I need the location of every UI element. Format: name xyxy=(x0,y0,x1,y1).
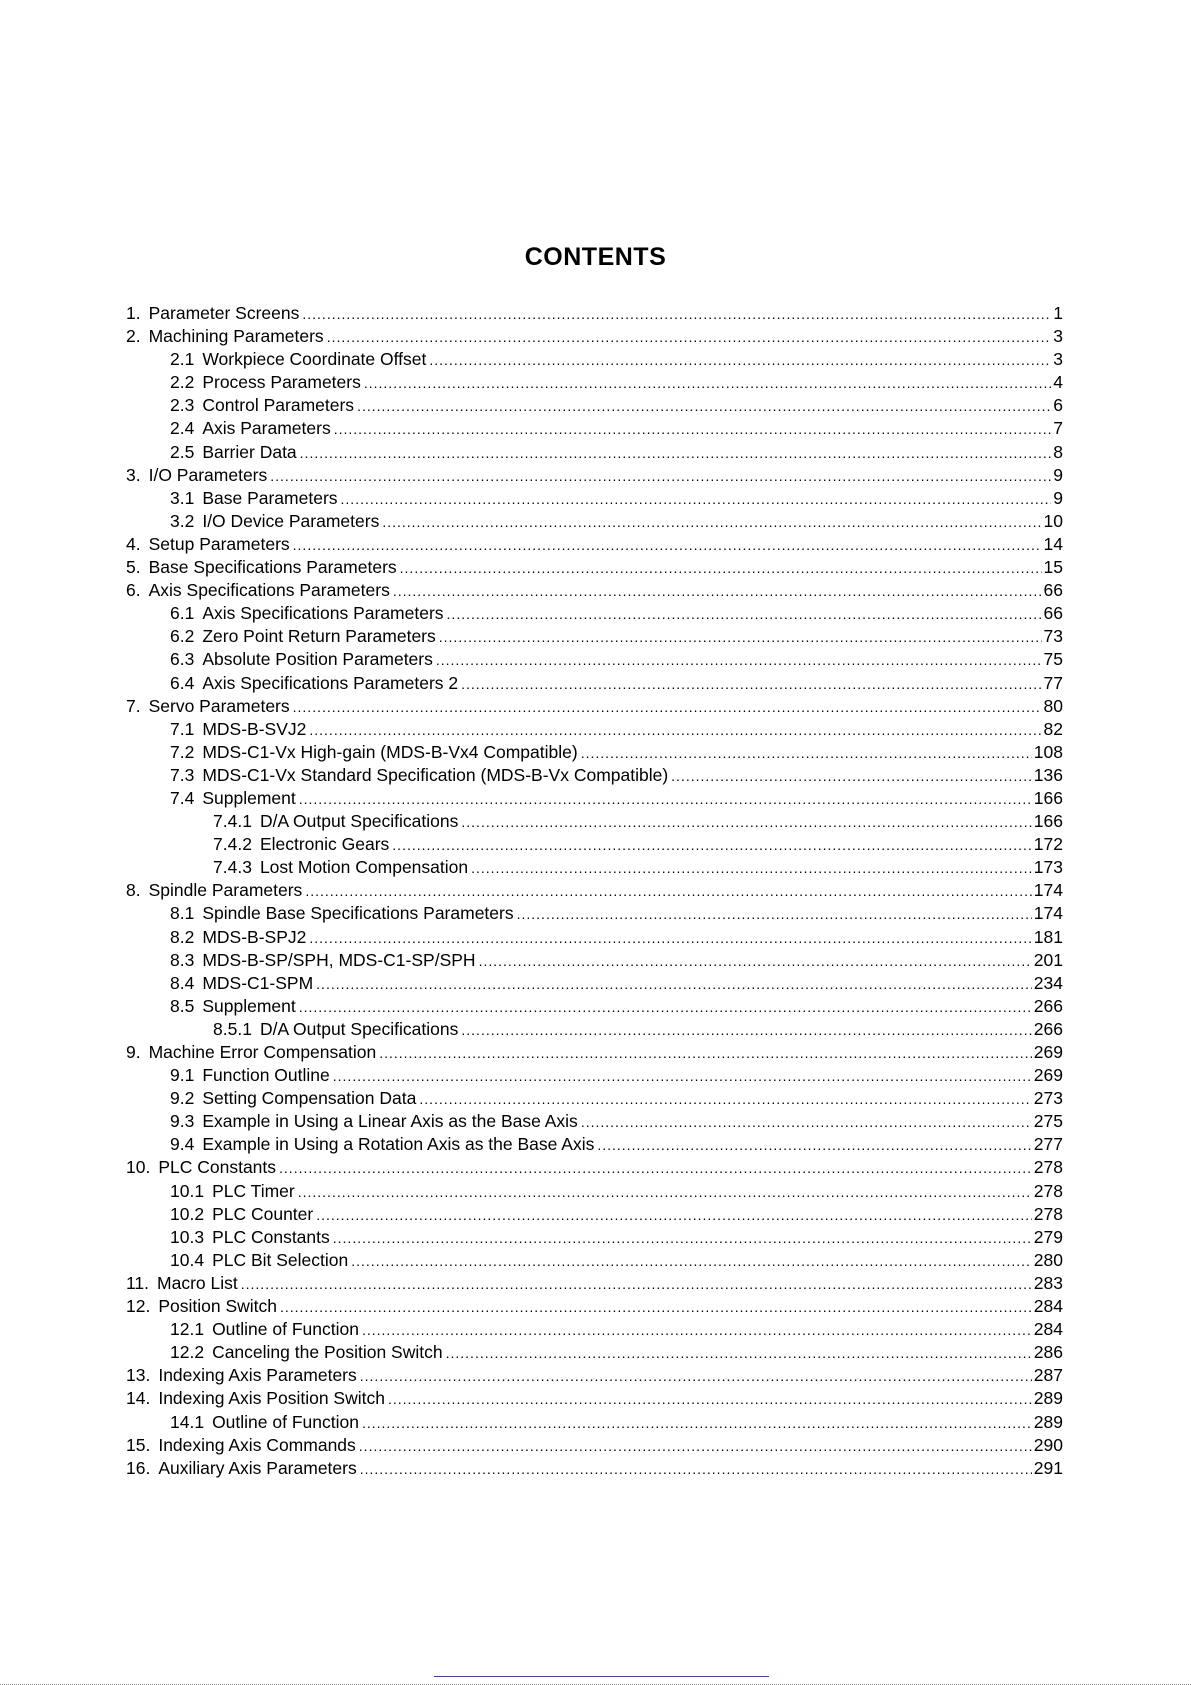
toc-entry-number: 3.2 xyxy=(170,510,195,531)
toc-entry-page-number: 108 xyxy=(1033,741,1063,762)
toc-entry[interactable] xyxy=(126,1411,1063,1434)
toc-entry-title: MDS-B-SVJ2 xyxy=(202,718,307,739)
toc-entry-title: Spindle Base Specifications Parameters xyxy=(202,903,514,924)
toc-dot-leader xyxy=(439,626,1042,649)
toc-entry-number: 8.3 xyxy=(170,949,195,970)
toc-dot-leader xyxy=(298,1181,1032,1204)
toc-entry-title: Canceling the Position Switch xyxy=(212,1342,443,1363)
toc-entry-number: 9.3 xyxy=(170,1111,195,1132)
toc-entry-page-number: 4 xyxy=(1053,372,1063,393)
toc-entry-number: 9. xyxy=(126,1042,141,1062)
toc-dot-leader xyxy=(362,1412,1032,1435)
toc-entry[interactable] xyxy=(126,602,1063,625)
toc-entry-number: 12.1 xyxy=(170,1319,205,1340)
toc-dot-leader xyxy=(400,557,1042,580)
toc-entry-title: Auxiliary Axis Parameters xyxy=(158,1457,357,1478)
toc-entry-title: Axis Specifications Parameters 2 xyxy=(202,672,459,693)
toc-entry-number: 9.4 xyxy=(170,1134,195,1155)
toc-entry-number: 6.1 xyxy=(170,603,195,624)
toc-dot-leader xyxy=(299,788,1032,811)
toc-dot-leader xyxy=(302,303,1051,326)
toc-dot-leader xyxy=(392,834,1032,857)
toc-dot-leader xyxy=(429,349,1051,372)
toc-entry[interactable] xyxy=(126,441,1063,464)
toc-dot-leader xyxy=(316,973,1032,996)
toc-dot-leader xyxy=(241,1273,1032,1296)
toc-entry-page-number: 1 xyxy=(1053,303,1063,323)
toc-entry-number: 14.1 xyxy=(170,1411,205,1432)
toc-entry-page-number: 9 xyxy=(1053,487,1063,508)
toc-entry-title: Control Parameters xyxy=(202,395,355,416)
toc-entry-page-number: 181 xyxy=(1033,926,1063,947)
toc-entry-page-number: 173 xyxy=(1033,857,1063,878)
toc-entry-title: PLC Timer xyxy=(212,1180,295,1201)
toc-entry-title: MDS-B-SPJ2 xyxy=(202,926,307,947)
page-title: CONTENTS xyxy=(524,243,667,271)
toc-entry[interactable] xyxy=(126,695,1063,718)
toc-dot-leader xyxy=(300,442,1052,465)
toc-entry-number: 6.2 xyxy=(170,626,195,647)
toc-entry-number: 7.4.2 xyxy=(213,834,252,855)
toc-entry-page-number: 66 xyxy=(1043,580,1063,601)
toc-entry-page-number: 266 xyxy=(1033,1018,1063,1039)
toc-entry-title: Indexing Axis Position Switch xyxy=(158,1388,385,1409)
toc-entry-title: PLC Constants xyxy=(212,1226,330,1247)
toc-entry-title: Barrier Data xyxy=(202,441,297,462)
toc-entry-number: 12. xyxy=(126,1296,151,1317)
toc-entry[interactable] xyxy=(126,787,1063,810)
toc-entry-title: Setting Compensation Data xyxy=(202,1088,417,1109)
toc-entry-page-number: 291 xyxy=(1033,1457,1063,1478)
toc-entry-page-number: 77 xyxy=(1043,672,1063,693)
toc-entry[interactable] xyxy=(126,1226,1063,1249)
toc-entry-page-number: 280 xyxy=(1033,1249,1063,1270)
toc-dot-leader xyxy=(357,395,1051,418)
toc-entry-title: Process Parameters xyxy=(202,372,361,393)
toc-entry[interactable] xyxy=(126,371,1063,394)
toc-entry[interactable] xyxy=(126,1041,1063,1064)
toc-entry-number: 5. xyxy=(126,557,141,578)
toc-entry-title: MDS-C1-SPM xyxy=(202,972,314,993)
toc-entry-title: Axis Parameters xyxy=(202,418,331,439)
toc-entry-number: 15. xyxy=(126,1434,151,1455)
toc-entry-number: 7.4 xyxy=(170,787,195,808)
toc-entry[interactable] xyxy=(126,417,1063,440)
toc-entry-page-number: 14 xyxy=(1043,533,1063,554)
toc-dot-leader xyxy=(280,1296,1032,1319)
toc-entry-title: Machine Error Compensation xyxy=(148,1042,377,1062)
toc-entry[interactable] xyxy=(126,1387,1063,1410)
toc-dot-leader xyxy=(446,1342,1032,1365)
toc-entry-number: 9.1 xyxy=(170,1065,195,1086)
toc-entry[interactable] xyxy=(126,556,1063,579)
toc-dot-leader xyxy=(581,1111,1032,1134)
toc-entry[interactable] xyxy=(126,1318,1063,1341)
toc-entry-number: 7.3 xyxy=(170,764,195,785)
toc-entry-page-number: 278 xyxy=(1033,1180,1063,1201)
toc-dot-leader xyxy=(393,580,1042,603)
toc-entry[interactable] xyxy=(126,1457,1063,1480)
toc-dot-leader xyxy=(333,1227,1032,1250)
toc-entry[interactable] xyxy=(126,579,1063,602)
toc-entry[interactable] xyxy=(126,949,1063,972)
toc-entry[interactable] xyxy=(126,325,1063,348)
toc-entry-page-number: 278 xyxy=(1033,1203,1063,1224)
toc-entry-number: 7.4.1 xyxy=(213,811,252,832)
toc-entry-page-number: 284 xyxy=(1033,1319,1063,1340)
toc-entry[interactable] xyxy=(126,1434,1063,1457)
toc-dot-leader xyxy=(305,880,1031,903)
toc-entry[interactable] xyxy=(126,1272,1063,1295)
toc-entry-number: 4. xyxy=(126,533,141,554)
toc-entry[interactable] xyxy=(126,1249,1063,1272)
toc-entry-page-number: 73 xyxy=(1043,626,1063,647)
toc-dot-leader xyxy=(316,1204,1032,1227)
toc-dot-leader xyxy=(360,1458,1032,1481)
toc-dot-leader xyxy=(671,765,1032,788)
toc-entry-number: 10.2 xyxy=(170,1203,205,1224)
toc-dot-leader xyxy=(461,1019,1031,1042)
toc-entry-title: Macro List xyxy=(157,1272,238,1293)
toc-entry-number: 2.4 xyxy=(170,418,195,439)
toc-entry-page-number: 82 xyxy=(1043,718,1063,739)
toc-entry-page-number: 174 xyxy=(1033,903,1063,924)
toc-entry-number: 8.1 xyxy=(170,903,195,924)
toc-entry[interactable] xyxy=(126,926,1063,949)
toc-entry-page-number: 201 xyxy=(1033,949,1063,970)
toc-dot-leader xyxy=(359,1435,1032,1458)
toc-entry-number: 3.1 xyxy=(170,487,195,508)
toc-entry[interactable] xyxy=(126,995,1063,1018)
toc-entry[interactable] xyxy=(126,879,1063,902)
toc-entry-title: Axis Specifications Parameters xyxy=(148,580,390,601)
toc-dot-leader xyxy=(471,857,1032,880)
toc-entry[interactable] xyxy=(126,718,1063,741)
toc-entry-page-number: 290 xyxy=(1033,1434,1063,1455)
toc-entry[interactable] xyxy=(126,856,1063,879)
toc-dot-leader xyxy=(362,1319,1032,1342)
toc-entry-page-number: 269 xyxy=(1033,1065,1063,1086)
toc-entry[interactable] xyxy=(126,348,1063,371)
toc-entry-page-number: 289 xyxy=(1033,1388,1063,1409)
toc-entry-title: D/A Output Specifications xyxy=(259,1018,459,1039)
toc-dot-leader xyxy=(479,950,1032,973)
toc-dot-leader xyxy=(436,649,1042,672)
toc-entry-number: 2.3 xyxy=(170,395,195,416)
toc-entry-page-number: 3 xyxy=(1053,349,1063,370)
toc-entry-title: Lost Motion Compensation xyxy=(259,857,469,878)
toc-entry-title: Example in Using a Rotation Axis as the Base Axis xyxy=(202,1134,595,1155)
toc-entry-page-number: 277 xyxy=(1033,1134,1063,1155)
toc-entry-number: 8.5 xyxy=(170,995,195,1016)
toc-entry-title: Base Specifications Parameters xyxy=(148,557,397,578)
toc-entry-page-number: 283 xyxy=(1033,1272,1063,1293)
toc-entry[interactable] xyxy=(126,510,1063,533)
toc-entry-number: 8.5.1 xyxy=(213,1018,252,1039)
toc-entry-page-number: 9 xyxy=(1053,464,1063,485)
toc-entry-page-number: 172 xyxy=(1033,834,1063,855)
toc-entry-title: Function Outline xyxy=(202,1065,330,1086)
toc-entry-page-number: 136 xyxy=(1033,764,1063,785)
toc-dot-leader xyxy=(461,673,1041,696)
toc-entry-number: 7. xyxy=(126,695,141,716)
toc-entry-number: 6. xyxy=(126,580,141,601)
toc-entry-number: 6.3 xyxy=(170,649,195,670)
toc-entry-page-number: 269 xyxy=(1033,1042,1063,1062)
toc-entry-page-number: 8 xyxy=(1053,441,1063,462)
toc-entry-number: 2. xyxy=(126,326,141,347)
toc-entry-page-number: 278 xyxy=(1033,1157,1063,1178)
toc-entry[interactable] xyxy=(126,1087,1063,1110)
toc-entry-title: Spindle Parameters xyxy=(148,880,303,901)
toc-entry-page-number: 279 xyxy=(1033,1226,1063,1247)
toc-entry-title: PLC Constants xyxy=(158,1157,277,1178)
toc-entry[interactable] xyxy=(126,1295,1063,1318)
toc-entry-title: Zero Point Return Parameters xyxy=(202,626,436,647)
toc-entry-page-number: 234 xyxy=(1033,972,1063,993)
toc-entry-number: 1. xyxy=(126,303,141,323)
toc-entry-number: 10.1 xyxy=(170,1180,205,1201)
toc-dot-leader xyxy=(581,742,1032,765)
toc-entry-title: PLC Counter xyxy=(212,1203,314,1224)
toc-entry-number: 10.3 xyxy=(170,1226,205,1247)
toc-entry-title: Outline of Function xyxy=(212,1411,359,1432)
toc-dot-leader xyxy=(447,603,1042,626)
toc-entry-title: Position Switch xyxy=(158,1296,277,1317)
toc-entry[interactable] xyxy=(126,1180,1063,1203)
toc-entry-page-number: 75 xyxy=(1043,649,1063,670)
toc-entry-page-number: 266 xyxy=(1033,995,1063,1016)
toc-entry-title: PLC Bit Selection xyxy=(212,1249,349,1270)
toc-dot-leader xyxy=(299,996,1032,1019)
toc-dot-leader xyxy=(351,1250,1032,1273)
toc-entry-number: 7.2 xyxy=(170,741,195,762)
toc-dot-leader xyxy=(309,927,1031,950)
toc-entry-title: Setup Parameters xyxy=(148,533,290,554)
toc-entry-page-number: 275 xyxy=(1033,1111,1063,1132)
toc-dot-leader xyxy=(293,696,1042,719)
toc-entry-title: Supplement xyxy=(202,995,296,1016)
toc-dot-leader xyxy=(279,1157,1032,1180)
toc-entry[interactable] xyxy=(126,902,1063,925)
toc-entry[interactable] xyxy=(126,533,1063,556)
toc-entry-number: 7.4.3 xyxy=(213,857,252,878)
toc-entry[interactable] xyxy=(126,1364,1063,1387)
toc-entry[interactable] xyxy=(126,810,1063,833)
toc-entry[interactable] xyxy=(126,1156,1063,1179)
toc-entry-title: Example in Using a Linear Axis as the Base Axis xyxy=(202,1111,578,1132)
toc-dot-leader xyxy=(333,1065,1032,1088)
toc-dot-leader xyxy=(293,534,1042,557)
toc-entry[interactable] xyxy=(126,1110,1063,1133)
toc-dot-leader xyxy=(360,1365,1032,1388)
toc-entry-page-number: 15 xyxy=(1043,557,1063,578)
toc-entry-page-number: 289 xyxy=(1033,1411,1063,1432)
toc-dot-leader xyxy=(461,811,1031,834)
toc-entry[interactable] xyxy=(126,672,1063,695)
toc-entry-title: I/O Parameters xyxy=(148,464,268,485)
toc-entry-number: 8.2 xyxy=(170,926,195,947)
toc-entry[interactable] xyxy=(126,741,1063,764)
toc-entry-page-number: 66 xyxy=(1043,603,1063,624)
toc-entry-title: MDS-C1-Vx High-gain (MDS-B-Vx4 Compatible) xyxy=(202,741,578,762)
toc-entry-page-number: 166 xyxy=(1033,787,1063,808)
toc-entry-number: 8.4 xyxy=(170,972,195,993)
toc-entry-page-number: 10 xyxy=(1043,510,1063,531)
toc-dot-leader xyxy=(334,418,1052,441)
toc-entry-number: 8. xyxy=(126,880,141,901)
toc-entry-page-number: 7 xyxy=(1053,418,1063,439)
toc-entry-title: Indexing Axis Parameters xyxy=(158,1365,357,1386)
toc-dot-leader xyxy=(419,1088,1031,1111)
toc-entry-number: 12.2 xyxy=(170,1342,205,1363)
toc-entry-number: 9.2 xyxy=(170,1088,195,1109)
toc-entry[interactable] xyxy=(126,764,1063,787)
toc-entry-title: Parameter Screens xyxy=(148,303,300,323)
toc-entry-title: Supplement xyxy=(202,787,296,808)
toc-entry-number: 14. xyxy=(126,1388,151,1409)
toc-entry-page-number: 166 xyxy=(1033,811,1063,832)
toc-entry-number: 2.1 xyxy=(170,349,195,370)
toc-dot-leader xyxy=(270,465,1051,488)
toc-entry[interactable] xyxy=(126,1203,1063,1226)
toc-entry-page-number: 273 xyxy=(1033,1088,1063,1109)
toc-dot-leader xyxy=(597,1134,1031,1157)
toc-entry-page-number: 3 xyxy=(1053,326,1063,347)
toc-entry-title: Absolute Position Parameters xyxy=(202,649,433,670)
toc-entry-title: Servo Parameters xyxy=(148,695,290,716)
toc-entry[interactable] xyxy=(126,625,1063,648)
toc-entry[interactable] xyxy=(126,1133,1063,1156)
toc-entry-title: D/A Output Specifications xyxy=(259,811,459,832)
toc-dot-leader xyxy=(388,1388,1032,1411)
toc-entry[interactable] xyxy=(126,648,1063,671)
toc-dot-leader xyxy=(382,511,1041,534)
toc-entry-title: Machining Parameters xyxy=(148,326,324,347)
toc-entry[interactable] xyxy=(126,394,1063,417)
toc-dot-leader xyxy=(364,372,1051,395)
toc-entry-title: Base Parameters xyxy=(202,487,338,508)
toc-entry-number: 16. xyxy=(126,1457,151,1478)
toc-entry-page-number: 284 xyxy=(1033,1296,1063,1317)
toc-entry-title: I/O Device Parameters xyxy=(202,510,380,531)
toc-entry[interactable] xyxy=(126,1018,1063,1041)
toc-dot-leader xyxy=(309,719,1041,742)
toc-dot-leader xyxy=(379,1042,1032,1065)
toc-dot-leader xyxy=(327,326,1052,349)
toc-entry-page-number: 6 xyxy=(1053,395,1063,416)
toc-entry[interactable] xyxy=(126,302,1063,325)
toc-entry-title: Outline of Function xyxy=(212,1319,359,1340)
toc-entry-title: Indexing Axis Commands xyxy=(158,1434,356,1455)
toc-entry-page-number: 174 xyxy=(1033,880,1063,901)
toc-entry[interactable] xyxy=(126,487,1063,510)
toc-entry-title: Workpiece Coordinate Offset xyxy=(202,349,427,370)
toc-entry-number: 6.4 xyxy=(170,672,195,693)
toc-entry-page-number: 80 xyxy=(1043,695,1063,716)
toc-entry-number: 10. xyxy=(126,1157,151,1178)
toc-entry-number: 7.1 xyxy=(170,718,195,739)
toc-entry[interactable] xyxy=(126,1341,1063,1364)
table-of-contents xyxy=(126,302,1063,1480)
toc-entry[interactable] xyxy=(126,1064,1063,1087)
toc-entry-title: Axis Specifications Parameters xyxy=(202,603,444,624)
toc-entry-number: 3. xyxy=(126,464,141,485)
toc-dot-leader xyxy=(341,488,1052,511)
toc-entry-number: 11. xyxy=(126,1272,150,1293)
toc-entry-number: 2.2 xyxy=(170,372,195,393)
toc-entry[interactable] xyxy=(126,972,1063,995)
toc-entry-title: Electronic Gears xyxy=(259,834,390,855)
toc-entry-page-number: 286 xyxy=(1033,1342,1063,1363)
toc-entry-number: 2.5 xyxy=(170,441,195,462)
toc-entry-number: 10.4 xyxy=(170,1249,205,1270)
toc-entry-number: 13. xyxy=(126,1365,151,1386)
toc-entry-title: MDS-B-SP/SPH, MDS-C1-SP/SPH xyxy=(202,949,476,970)
toc-entry-page-number: 287 xyxy=(1033,1365,1063,1386)
toc-entry-title: MDS-C1-Vx Standard Specification (MDS-B-Vx Compatible) xyxy=(202,764,669,785)
toc-entry[interactable] xyxy=(126,464,1063,487)
toc-entry[interactable] xyxy=(126,833,1063,856)
toc-dot-leader xyxy=(517,903,1032,926)
footer-link-underline xyxy=(434,1676,769,1677)
